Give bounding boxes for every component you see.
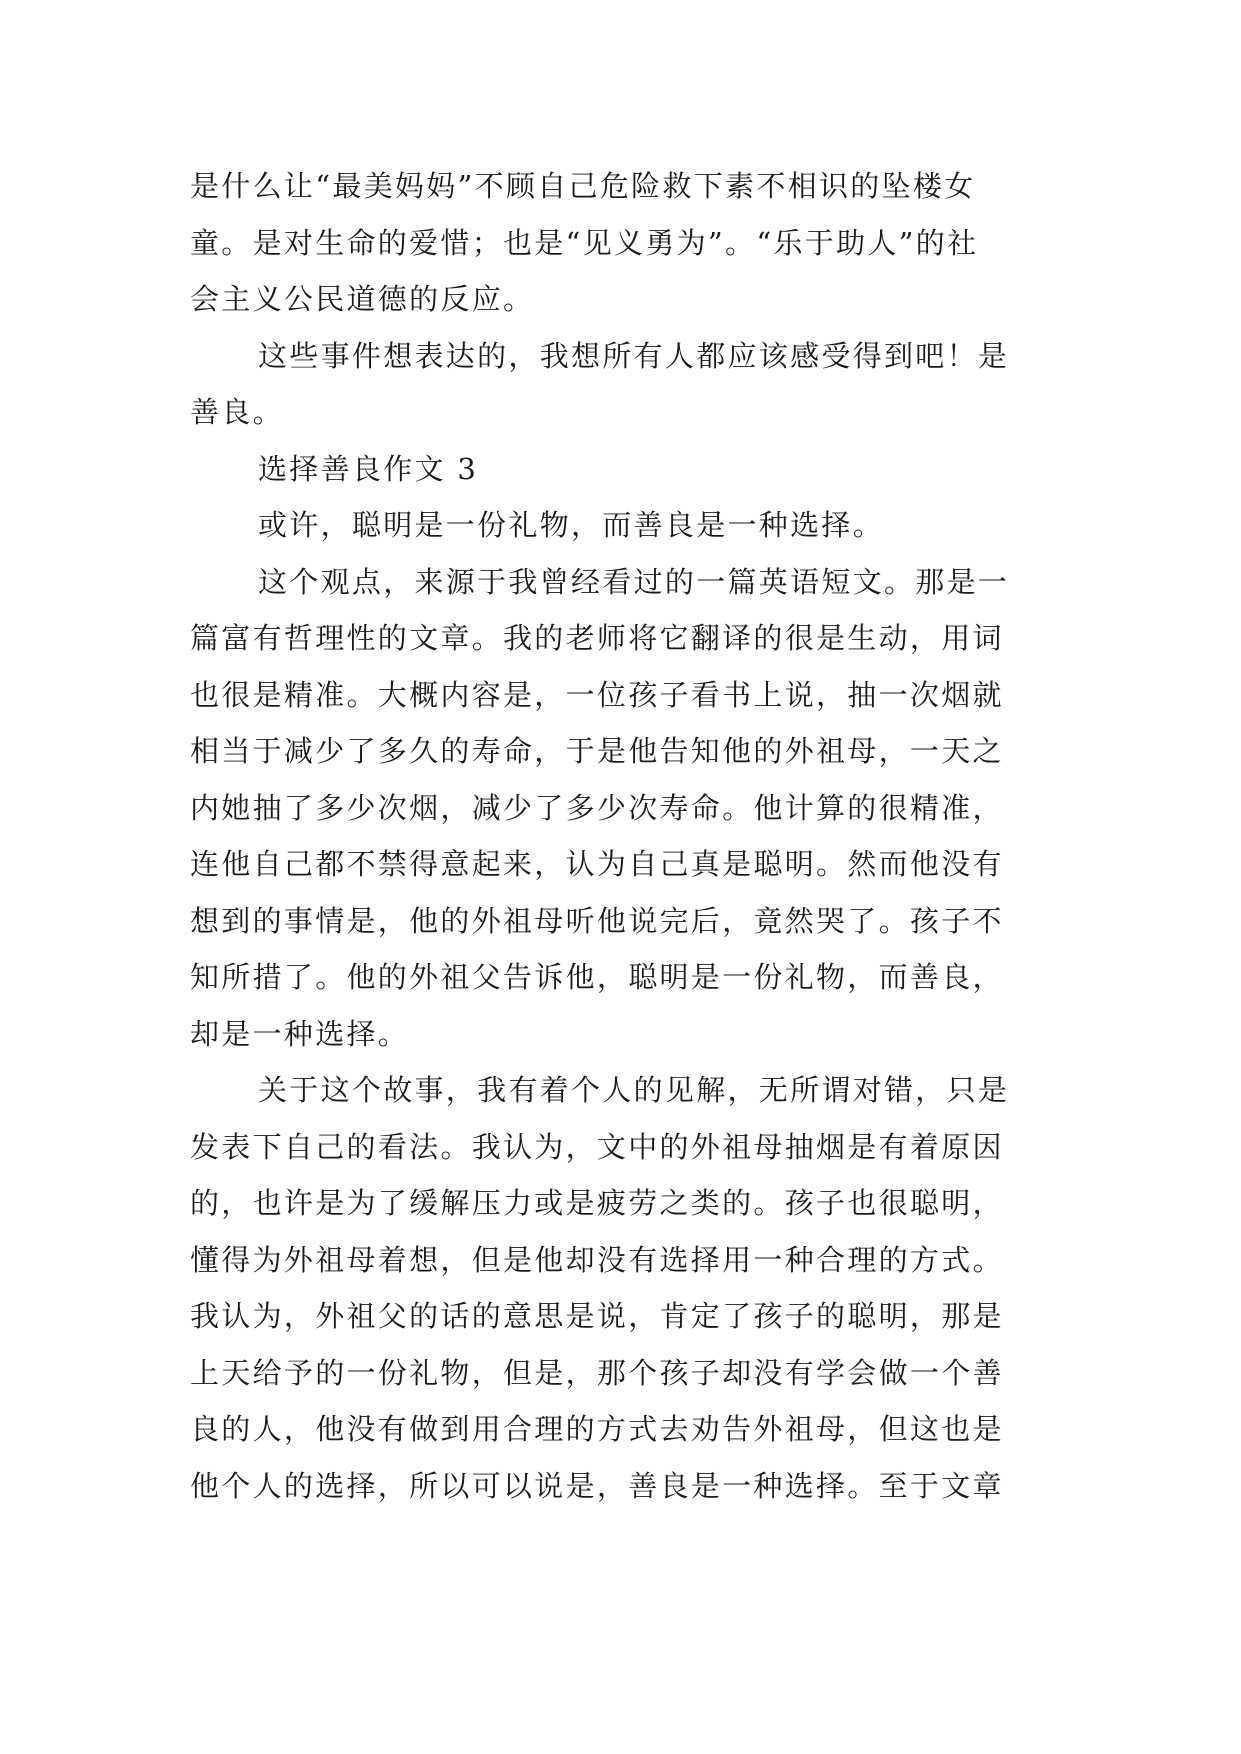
- text-line: 内她抽了多少次烟，减少了多少次寿命。他计算的很精准，: [190, 790, 1004, 825]
- text-line: 他个人的选择，所以可以说是，善良是一种选择。至于文章: [190, 1468, 1004, 1503]
- text-line: 会主义公民道德的反应。: [190, 282, 535, 316]
- text-line: 的，也许是为了缓解压力或是疲劳之类的。孩子也很聪明，: [190, 1186, 1004, 1220]
- text-line: 知所措了。他的外祖父告诉他，聪明是一份礼物，而善良，: [190, 960, 1004, 994]
- text-line: 发表下自己的看法。我认为，文中的外祖母抽烟是有着原因: [190, 1129, 1004, 1164]
- article-body: [190, 158, 1070, 1514]
- text-line: 是什么让“最美妈妈”不顾自己危险救下素不相识的坠楼女: [190, 169, 976, 203]
- text-line: 却是一种选择。: [190, 1016, 410, 1051]
- text-line: 善良。: [190, 395, 284, 429]
- text-line: 关于这个故事，我有着个人的见解，无所谓对错，只是: [258, 1073, 1010, 1107]
- text-line: 上天给予的一份礼物，但是，那个孩子却没有学会做一个善: [190, 1355, 1004, 1390]
- text-line: 相当于减少了多久的寿命，于是他告知他的外祖母，一天之: [190, 734, 1004, 768]
- section-heading: 选择善良作文 3: [258, 451, 479, 486]
- text-line: 这些事件想表达的，我想所有人都应该感受得到吧！是: [258, 338, 1010, 373]
- text-line: 童。是对生命的爱惜；也是“见义勇为”。“乐于助人”的社: [190, 225, 979, 260]
- text-line: 连他自己都不禁得意起来，认为自己真是聪明。然而他没有: [190, 847, 1004, 881]
- text-line: 我认为，外祖父的话的意思是说，肯定了孩子的聪明，那是: [190, 1299, 1004, 1333]
- text-line: 或许，聪明是一份礼物，而善良是一种选择。: [258, 508, 885, 542]
- text-line: 这个观点，来源于我曾经看过的一篇英语短文。那是一: [258, 564, 1010, 599]
- text-line: 良的人，他没有做到用合理的方式去劝告外祖母，但这也是: [190, 1412, 1004, 1446]
- text-line: 懂得为外祖母着想，但是他却没有选择用一种合理的方式。: [190, 1242, 1004, 1277]
- text-line: 篇富有哲理性的文章。我的老师将它翻译的很是生动，用词: [190, 621, 1004, 655]
- text-line: 也很是精准。大概内容是，一位孩子看书上说，抽一次烟就: [190, 677, 1004, 712]
- text-line: 想到的事情是，他的外祖母听他说完后，竟然哭了。孩子不: [190, 903, 1004, 938]
